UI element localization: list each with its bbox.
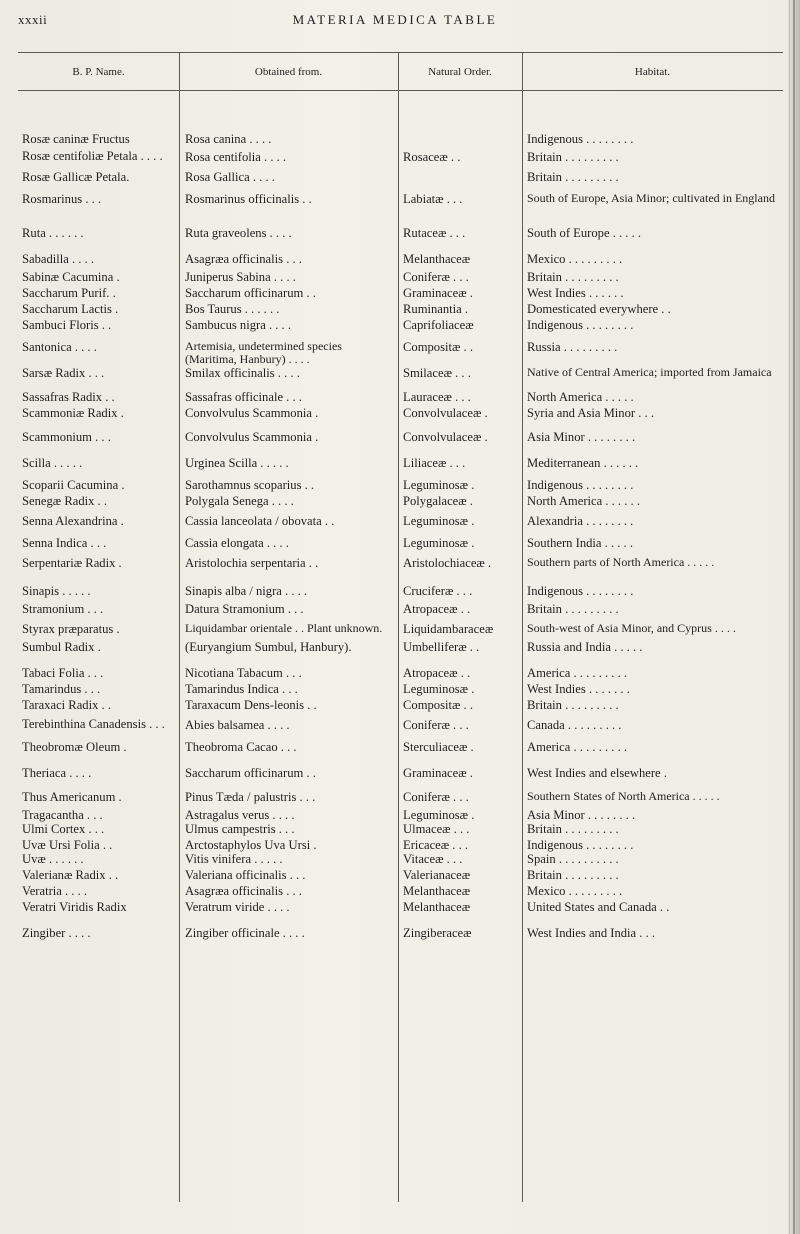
cell-obtained-from: Sinapis alba / nigra . . . . [185, 584, 308, 598]
cell-natural-order: Coniferæ . . . [403, 790, 469, 804]
cell-habitat: Britain . . . . . . . . . [527, 868, 619, 882]
cell-obtained-from: Saccharum officinarum . . [185, 766, 316, 780]
cell-habitat: Russia . . . . . . . . . [527, 340, 618, 354]
cell-obtained-from: Arctostaphylos Uva Ursi . [185, 838, 317, 852]
cell-obtained-from: Sambucus nigra . . . . [185, 318, 291, 332]
cell-natural-order: Ulmaceæ . . . [403, 822, 470, 836]
cell-obtained-from: Aristolochia serpentaria . . [185, 556, 319, 570]
cell-obtained-from: Rosa Gallica . . . . [185, 170, 275, 184]
cell-obtained-from: Veratrum viride . . . . [185, 900, 290, 914]
cell-natural-order: Compositæ . . [403, 340, 473, 354]
cell-natural-order: Smilaceæ . . . [403, 366, 471, 380]
cell-natural-order: Aristolochiaceæ . [403, 556, 492, 570]
cell-habitat: South of Europe . . . . . [527, 226, 642, 240]
column-divider-3 [522, 52, 523, 1202]
cell-natural-order: Compositæ . . [403, 698, 473, 712]
cell-bp-name: Scammonium . . . [22, 430, 111, 444]
cell-bp-name: Valerianæ Radix . . [22, 868, 119, 882]
cell-habitat: United States and Canada . . [527, 900, 670, 914]
cell-natural-order: Melanthaceæ [403, 252, 471, 266]
cell-natural-order: Cruciferæ . . . [403, 584, 473, 598]
cell-bp-name: Styrax præparatus . [22, 622, 120, 636]
cell-natural-order: Valerianaceæ [403, 868, 471, 882]
cell-obtained-from: Liquidambar orientale . . Plant unknown. [185, 622, 383, 635]
cell-habitat: West Indies . . . . . . . [527, 682, 630, 696]
cell-obtained-from: Taraxacum Dens-leonis . . [185, 698, 317, 712]
cell-habitat: North America . . . . . [527, 390, 634, 404]
cell-natural-order: Graminaceæ . [403, 766, 473, 780]
cell-habitat: Indigenous . . . . . . . . [527, 318, 634, 332]
cell-natural-order: Leguminosæ . [403, 478, 475, 492]
cell-obtained-from: Astragalus verus . . . . [185, 808, 295, 822]
cell-habitat: Indigenous . . . . . . . . [527, 132, 634, 146]
column-divider-2 [398, 52, 399, 1202]
cell-obtained-from: (Euryangium Sumbul, Hanbury). [185, 640, 352, 654]
cell-obtained-from: Bos Taurus . . . . . . [185, 302, 280, 316]
cell-natural-order: Convolvulaceæ . [403, 430, 488, 444]
cell-habitat: Alexandria . . . . . . . . [527, 514, 634, 528]
cell-obtained-from: Ulmus campestris . . . [185, 822, 295, 836]
cell-natural-order: Coniferæ . . . [403, 270, 469, 284]
cell-obtained-from: Saccharum officinarum . . [185, 286, 316, 300]
cell-habitat: West Indies . . . . . . [527, 286, 624, 300]
cell-bp-name: Theobromæ Oleum . [22, 740, 127, 754]
cell-habitat: America . . . . . . . . . [527, 666, 628, 680]
cell-bp-name: Scoparii Cacumina . [22, 478, 125, 492]
cell-habitat: Spain . . . . . . . . . . [527, 852, 619, 866]
cell-obtained-from: Rosmarinus officinalis . . [185, 192, 312, 206]
cell-bp-name: Sumbul Radix . [22, 640, 101, 654]
cell-habitat: Domesticated everywhere . . [527, 302, 671, 316]
cell-natural-order: Graminaceæ . [403, 286, 473, 300]
cell-obtained-from: Asagræa officinalis . . . [185, 884, 302, 898]
cell-habitat: Britain . . . . . . . . . [527, 270, 619, 284]
cell-habitat: West Indies and India . . . [527, 926, 656, 940]
cell-natural-order: Ericaceæ . . . [403, 838, 469, 852]
cell-bp-name: Sabinæ Cacumina . [22, 270, 120, 284]
cell-habitat: West Indies and elsewhere . [527, 766, 667, 780]
running-head [0, 12, 790, 36]
cell-habitat: Indigenous . . . . . . . . [527, 838, 634, 852]
cell-obtained-from: Rosa centifolia . . . . [185, 150, 287, 164]
table-top-rule [18, 52, 783, 53]
cell-bp-name: Sambuci Floris . . [22, 318, 112, 332]
cell-natural-order: Lauraceæ . . . [403, 390, 471, 404]
cell-natural-order: Liliaceæ . . . [403, 456, 466, 470]
cell-habitat: Canada . . . . . . . . . [527, 718, 622, 732]
cell-bp-name: Rosæ Gallicæ Petala. [22, 170, 130, 184]
cell-habitat: Asia Minor . . . . . . . . [527, 808, 636, 822]
cell-bp-name: Saccharum Lactis . [22, 302, 119, 316]
cell-habitat: Britain . . . . . . . . . [527, 822, 619, 836]
header-natural-order: Natural Order. [428, 66, 492, 78]
cell-bp-name: Veratri Viridis Radix [22, 900, 127, 914]
cell-obtained-from: Urginea Scilla . . . . . [185, 456, 289, 470]
cell-natural-order: Labiatæ . . . [403, 192, 463, 206]
cell-bp-name: Serpentariæ Radix . [22, 556, 122, 570]
cell-bp-name: Senna Alexandrina . [22, 514, 124, 528]
cell-habitat: Syria and Asia Minor . . . [527, 406, 654, 420]
cell-bp-name: Tragacantha . . . [22, 808, 103, 822]
page-edge-line-inner [789, 0, 790, 1234]
cell-bp-name: Tabaci Folia . . . [22, 666, 104, 680]
cell-natural-order: Atropaceæ . . [403, 602, 471, 616]
cell-obtained-from: Convolvulus Scammonia . [185, 430, 319, 444]
cell-natural-order: Leguminosæ . [403, 514, 475, 528]
cell-habitat: Britain . . . . . . . . . [527, 150, 619, 164]
cell-natural-order: Coniferæ . . . [403, 718, 469, 732]
cell-habitat: Southern India . . . . . [527, 536, 633, 550]
cell-habitat: South-west of Asia Minor, and Cyprus . . . . [527, 622, 736, 635]
cell-obtained-from: Juniperus Sabina . . . . [185, 270, 296, 284]
cell-bp-name: Senegæ Radix . . [22, 494, 108, 508]
cell-obtained-from: Rosa canina . . . . [185, 132, 272, 146]
cell-obtained-from: Theobroma Cacao . . . [185, 740, 297, 754]
cell-obtained-from: Sarothamnus scoparius . . [185, 478, 315, 492]
cell-bp-name: Sarsæ Radix . . . [22, 366, 105, 380]
cell-habitat: Britain . . . . . . . . . [527, 170, 619, 184]
cell-natural-order: Liquidambaraceæ [403, 622, 494, 636]
cell-obtained-from: Nicotiana Tabacum . . . [185, 666, 302, 680]
cell-natural-order: Leguminosæ . [403, 536, 475, 550]
cell-obtained-from: Smilax officinalis . . . . [185, 366, 300, 380]
cell-bp-name: Thus Americanum . [22, 790, 122, 804]
header-bottom-rule [18, 90, 783, 91]
cell-habitat: Russia and India . . . . . [527, 640, 643, 654]
cell-obtained-from: Sassafras officinale . . . [185, 390, 302, 404]
cell-bp-name: Saccharum Purif. . [22, 286, 116, 300]
cell-bp-name: Sinapis . . . . . [22, 584, 91, 598]
cell-natural-order: Polygalaceæ . [403, 494, 473, 508]
cell-bp-name: Terebinthina Canadensis . . . [22, 718, 165, 731]
cell-obtained-from: Cassia elongata . . . . [185, 536, 289, 550]
cell-habitat: Southern parts of North America . . . . . [527, 556, 715, 569]
cell-bp-name: Zingiber . . . . [22, 926, 91, 940]
cell-habitat: North America . . . . . . [527, 494, 640, 508]
cell-obtained-from: Valeriana officinalis . . . [185, 868, 306, 882]
cell-obtained-from: Vitis vinifera . . . . . [185, 852, 283, 866]
column-divider-1 [179, 52, 180, 1202]
header-habitat: Habitat. [634, 66, 671, 78]
cell-bp-name: Scammoniæ Radix . [22, 406, 124, 420]
cell-habitat: Mexico . . . . . . . . . [527, 252, 623, 266]
cell-habitat: America . . . . . . . . . [527, 740, 628, 754]
cell-bp-name: Sabadilla . . . . [22, 252, 95, 266]
cell-bp-name: Ruta . . . . . . [22, 226, 84, 240]
cell-bp-name: Tamarindus . . . [22, 682, 101, 696]
cell-bp-name: Scilla . . . . . [22, 456, 83, 470]
cell-obtained-from: Datura Stramonium . . . [185, 602, 304, 616]
cell-natural-order: Caprifoliaceæ [403, 318, 474, 332]
cell-bp-name: Stramonium . . . [22, 602, 104, 616]
page-number: xxxii [18, 12, 48, 27]
cell-habitat: Indigenous . . . . . . . . [527, 584, 634, 598]
cell-habitat: Southern States of North America . . . . . [527, 790, 720, 803]
cell-habitat: Britain . . . . . . . . . [527, 698, 619, 712]
cell-bp-name: Rosmarinus . . . [22, 192, 102, 206]
cell-natural-order: Ruminantia . [403, 302, 469, 316]
cell-obtained-from: Asagræa officinalis . . . [185, 252, 302, 266]
header-obtained-from: Obtained from. [254, 66, 323, 78]
cell-natural-order: Atropaceæ . . [403, 666, 471, 680]
cell-bp-name: Rosæ centifoliæ Petala . . . . [22, 150, 163, 163]
cell-natural-order: Melanthaceæ [403, 900, 471, 914]
cell-obtained-from: Ruta graveolens . . . . [185, 226, 292, 240]
cell-bp-name: Sassafras Radix . . [22, 390, 115, 404]
cell-habitat: Britain . . . . . . . . . [527, 602, 619, 616]
cell-bp-name: Taraxaci Radix . . [22, 698, 111, 712]
cell-obtained-from: Pinus Tæda / palustris . . . [185, 790, 316, 804]
cell-obtained-from: Artemisia, undetermined species (Maritima, Hanbury) . . . . [185, 340, 342, 366]
cell-bp-name: Uvæ . . . . . . [22, 852, 84, 866]
cell-obtained-from: Tamarindus Indica . . . [185, 682, 298, 696]
cell-bp-name: Theriaca . . . . [22, 766, 92, 780]
cell-natural-order: Leguminosæ . [403, 682, 475, 696]
page-edge-line [793, 0, 795, 1234]
cell-obtained-from: Cassia lanceolata / obovata . . [185, 514, 335, 528]
cell-natural-order: Umbelliferæ . . [403, 640, 480, 654]
cell-habitat: Native of Central America; imported from Jamaica [527, 366, 772, 379]
cell-habitat: Mexico . . . . . . . . . [527, 884, 623, 898]
cell-habitat: Asia Minor . . . . . . . . [527, 430, 636, 444]
cell-natural-order: Leguminosæ . [403, 808, 475, 822]
cell-bp-name: Ulmi Cortex . . . [22, 822, 105, 836]
header-bp-name: B. P. Name. [72, 66, 125, 78]
cell-obtained-from: Abies balsamea . . . . [185, 718, 290, 732]
cell-obtained-from: Convolvulus Scammonia . [185, 406, 319, 420]
cell-bp-name: Uvæ Ursi Folia . . [22, 838, 113, 852]
page-title: MATERIA MEDICA TABLE [292, 12, 498, 27]
cell-bp-name: Santonica . . . . [22, 340, 97, 354]
cell-bp-name: Senna Indica . . . [22, 536, 107, 550]
cell-natural-order: Zingiberaceæ [403, 926, 472, 940]
cell-bp-name: Veratria . . . . [22, 884, 88, 898]
cell-habitat: Mediterranean . . . . . . [527, 456, 639, 470]
cell-natural-order: Vitaceæ . . . [403, 852, 463, 866]
cell-natural-order: Convolvulaceæ . [403, 406, 488, 420]
cell-natural-order: Rosaceæ . . [403, 150, 461, 164]
cell-obtained-from: Zingiber officinale . . . . [185, 926, 305, 940]
materia-medica-table [18, 52, 783, 1202]
cell-bp-name: Rosæ caninæ Fructus [22, 132, 130, 146]
cell-habitat: South of Europe, Asia Minor; cultivated in England [527, 192, 775, 205]
cell-natural-order: Rutaceæ . . . [403, 226, 466, 240]
cell-habitat: Indigenous . . . . . . . . [527, 478, 634, 492]
cell-natural-order: Sterculiaceæ . [403, 740, 474, 754]
cell-natural-order: Melanthaceæ [403, 884, 471, 898]
cell-obtained-from: Polygala Senega . . . . [185, 494, 294, 508]
